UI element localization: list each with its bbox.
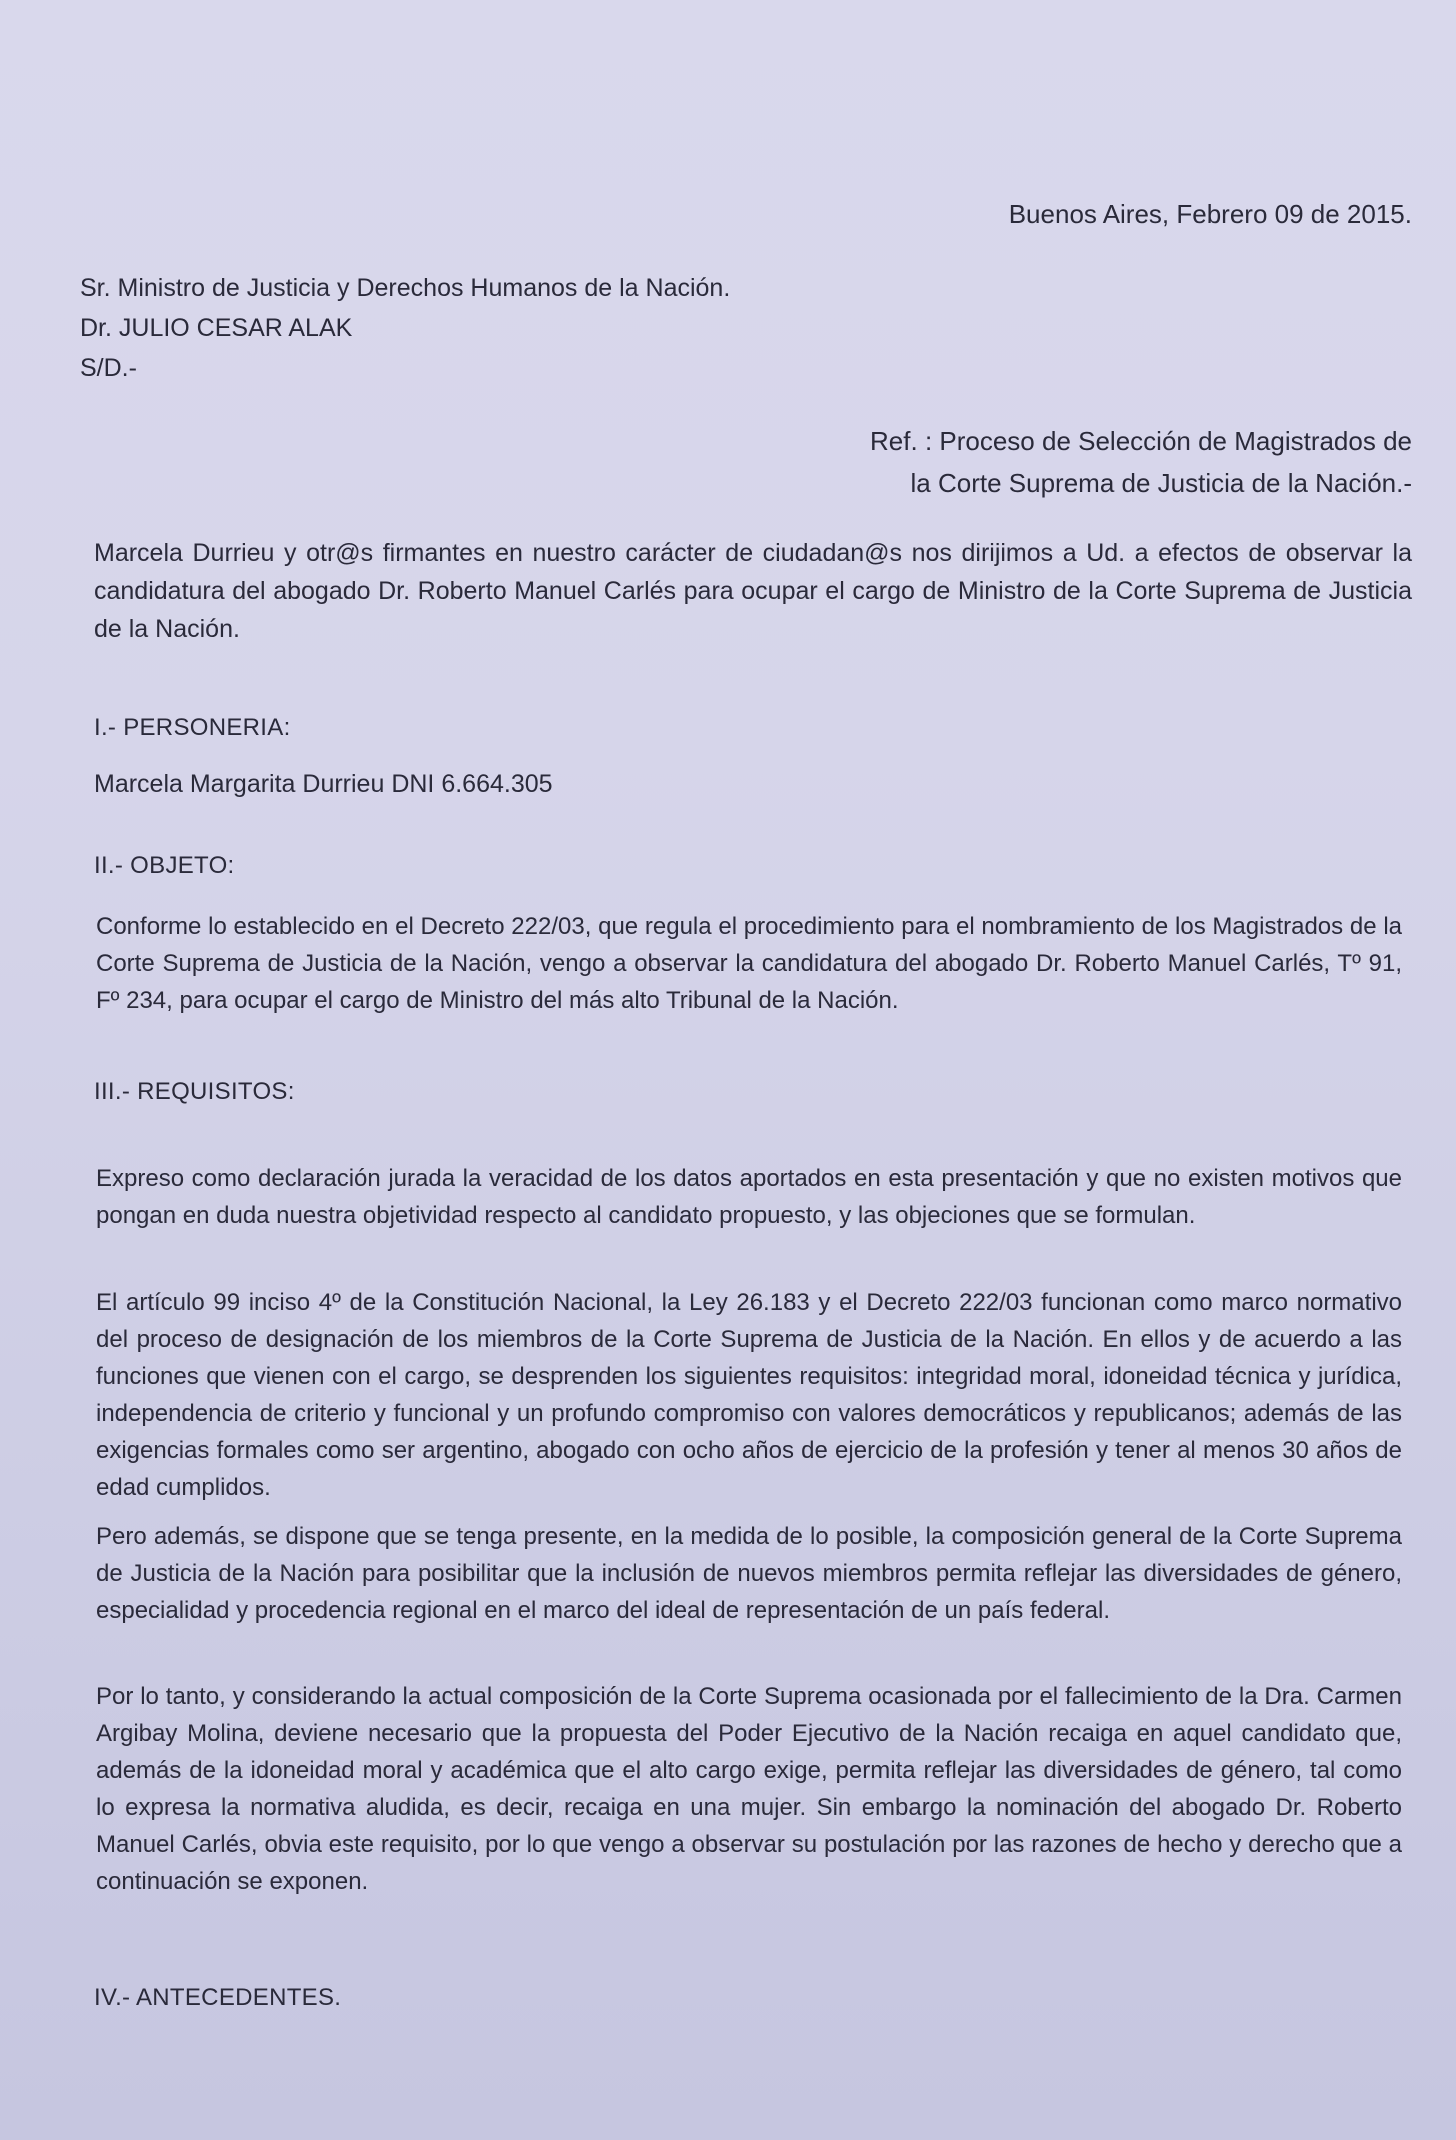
letter-date: Buenos Aires, Febrero 09 de 2015.	[1008, 199, 1412, 229]
reference-block	[870, 420, 1412, 504]
heading-objeto: II.- OBJETO:	[94, 852, 235, 879]
requisitos-paragraph-2: El artículo 99 inciso 4º de la Constitución Nacional, la Ley 26.183 y el Decreto 222/03 funcionan como marco normativo del proceso de designación de los miembros de la Corte Suprema de Justicia de la Nación. En ellos y de acuerdo a las funciones que vienen con el cargo, se desprenden los siguientes requisitos: integridad moral, idoneidad técnica y jurídica, independencia de criterio y funcional y un profundo compromiso con valores democráticos y republicanos; además de las exigencias formales como ser argentino, abogado con ocho años de ejercicio de la profesión y tener al menos 30 años de edad cumplidos.	[96, 1289, 1402, 1501]
personeria-text: Marcela Margarita Durrieu DNI 6.664.305	[94, 770, 553, 798]
addressee-sd: S/D.-	[80, 354, 137, 382]
heading-personeria: I.- PERSONERIA:	[94, 714, 291, 741]
requisitos-paragraph-3: Pero además, se dispone que se tenga presente, en la medida de lo posible, la composición general de la Corte Suprema de Justicia de la Nación para posibilitar que la inclusión de nuevos miembros permita reflejar las diversidades de género, especialidad y procedencia regional en el marco del ideal de representación de un país federal.	[96, 1523, 1402, 1624]
requisitos-paragraph-1: Expreso como declaración jurada la veracidad de los datos aportados en esta presentación y que no existen motivos que pongan en duda nuestra objetividad respecto al candidato propuesto, y las objeciones que se formulan.	[96, 1165, 1402, 1229]
addressee-block	[80, 268, 730, 388]
requisitos-paragraph-4: Por lo tanto, y considerando la actual composición de la Corte Suprema ocasionada por el fallecimiento de la Dra. Carmen Argibay Molina, deviene necesario que la propuesta del Poder Ejecutivo de la Nación recaiga en aquel candidato que, además de la idoneidad moral y académica que el alto cargo exige, permita reflejar las diversidades de género, tal como lo expresa la normativa aludida, es decir, recaiga en una mujer. Sin embargo la nominación del abogado Dr. Roberto Manuel Carlés, obvia este requisito, por lo que vengo a observar su postulación por las razones de hecho y derecho que a continuación se exponen.	[96, 1683, 1402, 1895]
addressee-title: Sr. Ministro de Justicia y Derechos Humanos de la Nación.	[80, 274, 731, 302]
reference-line-1: Ref. : Proceso de Selección de Magistrados de	[870, 426, 1412, 456]
intro-paragraph: Marcela Durrieu y otr@s firmantes en nuestro carácter de ciudadan@s nos dirijimos a Ud. a efectos de observar la candidatura del abogado Dr. Roberto Manuel Carlés para ocupar el cargo de Ministro de la Corte Suprema de Justicia de la Nación.	[94, 539, 1412, 643]
heading-antecedentes: IV.- ANTECEDENTES.	[94, 1984, 342, 2011]
objeto-paragraph: Conforme lo establecido en el Decreto 222/03, que regula el procedimiento para el nombramiento de los Magistrados de la Corte Suprema de Justicia de la Nación, vengo a observar la candidatura del abogado Dr. Roberto Manuel Carlés, Tº 91, Fº 234, para ocupar el cargo de Ministro del más alto Tribunal de la Nación.	[96, 913, 1402, 1014]
reference-line-2: la Corte Suprema de Justicia de la Nación.-	[910, 468, 1412, 498]
heading-requisitos: III.- REQUISITOS:	[94, 1078, 295, 1105]
addressee-name: Dr. JULIO CESAR ALAK	[80, 314, 353, 342]
